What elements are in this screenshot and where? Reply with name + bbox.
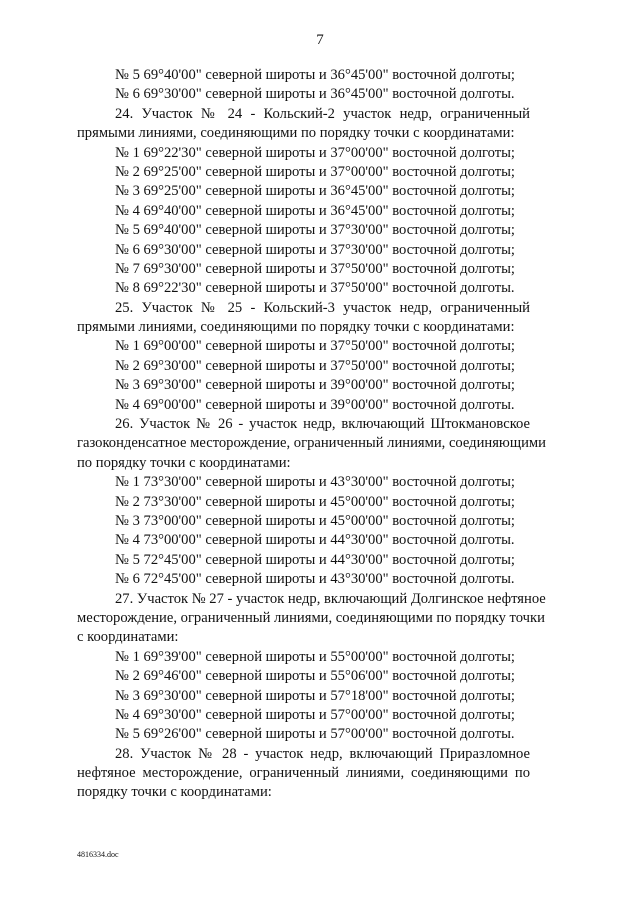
text-line: № 2 73°30'00" северной широты и 45°00'00" восточной долготы;: [115, 493, 515, 510]
text-line: 24. Участок № 24 - Кольский-2 участок недр, ограниченный: [115, 105, 530, 122]
text-line: № 2 69°30'00" северной широты и 37°50'00" восточной долготы;: [115, 357, 515, 374]
text-line: № 4 69°30'00" северной широты и 57°00'00" восточной долготы;: [115, 706, 515, 723]
text-line: № 3 69°25'00" северной широты и 36°45'00" восточной долготы;: [115, 183, 515, 200]
text-line: 26. Участок № 26 - участок недр, включающий Штокмановское: [115, 416, 530, 433]
text-line: 28. Участок № 28 - участок недр, включающий Приразломное: [115, 745, 530, 762]
text-line: № 4 73°00'00" северной широты и 44°30'00" восточной долготы.: [115, 532, 515, 549]
footer-filename: 4816334.doc: [77, 850, 119, 859]
text-line: № 5 69°40'00" северной широты и 37°30'00" восточной долготы;: [115, 222, 515, 239]
text-line: 25. Участок № 25 - Кольский-3 участок недр, ограниченный: [115, 299, 530, 316]
text-line: с координатами:: [77, 629, 179, 646]
text-line: № 6 69°30'00" северной широты и 37°30'00" восточной долготы;: [115, 241, 515, 258]
text-line: № 1 69°00'00" северной широты и 37°50'00" восточной долготы;: [115, 338, 515, 355]
text-line: № 2 69°46'00" северной широты и 55°06'00" восточной долготы;: [115, 668, 515, 685]
text-line: № 1 73°30'00" северной широты и 43°30'00" восточной долготы;: [115, 474, 515, 491]
page-number: 7: [316, 32, 324, 48]
text-line: № 3 69°30'00" северной широты и 57°18'00" восточной долготы;: [115, 687, 515, 704]
text-line: месторождение, ограниченный линиями, соединяющими по порядку точки: [77, 609, 545, 626]
text-line: № 3 73°00'00" северной широты и 45°00'00" восточной долготы;: [115, 512, 515, 529]
text-line: № 8 69°22'30" северной широты и 37°50'00" восточной долготы.: [115, 280, 515, 297]
text-line: порядку точки с координатами:: [77, 784, 272, 801]
text-line: № 6 69°30'00" северной широты и 36°45'00" восточной долготы.: [115, 86, 515, 103]
text-line: № 7 69°30'00" северной широты и 37°50'00" восточной долготы;: [115, 260, 515, 277]
text-line: № 5 72°45'00" северной широты и 44°30'00" восточной долготы;: [115, 551, 515, 568]
text-line: газоконденсатное месторождение, ограниченный линиями, соединяющими: [77, 435, 546, 452]
text-line: прямыми линиями, соединяющими по порядку точки с координатами:: [77, 319, 515, 336]
text-line: прямыми линиями, соединяющими по порядку точки с координатами:: [77, 125, 515, 142]
text-line: № 5 69°40'00" северной широты и 36°45'00" восточной долготы;: [115, 67, 515, 83]
text-line: № 3 69°30'00" северной широты и 39°00'00" восточной долготы;: [115, 377, 515, 394]
text-line: № 5 69°26'00" северной широты и 57°00'00" восточной долготы.: [115, 726, 515, 743]
text-line: № 1 69°39'00" северной широты и 55°00'00" восточной долготы;: [115, 648, 515, 665]
document-body: [77, 66, 546, 803]
text-line: № 1 69°22'30" северной широты и 37°00'00" восточной долготы;: [115, 144, 515, 161]
text-line: № 6 72°45'00" северной широты и 43°30'00" восточной долготы.: [115, 571, 515, 588]
text-line: № 4 69°40'00" северной широты и 36°45'00" восточной долготы;: [115, 202, 515, 219]
text-line: по порядку точки с координатами:: [77, 454, 291, 471]
text-line: нефтяное месторождение, ограниченный линиями, соединяющими по: [77, 765, 530, 782]
text-line: 27. Участок № 27 - участок недр, включающий Долгинское нефтяное: [115, 590, 546, 607]
text-line: № 4 69°00'00" северной широты и 39°00'00" восточной долготы.: [115, 396, 515, 413]
text-line: № 2 69°25'00" северной широты и 37°00'00" восточной долготы;: [115, 163, 515, 180]
